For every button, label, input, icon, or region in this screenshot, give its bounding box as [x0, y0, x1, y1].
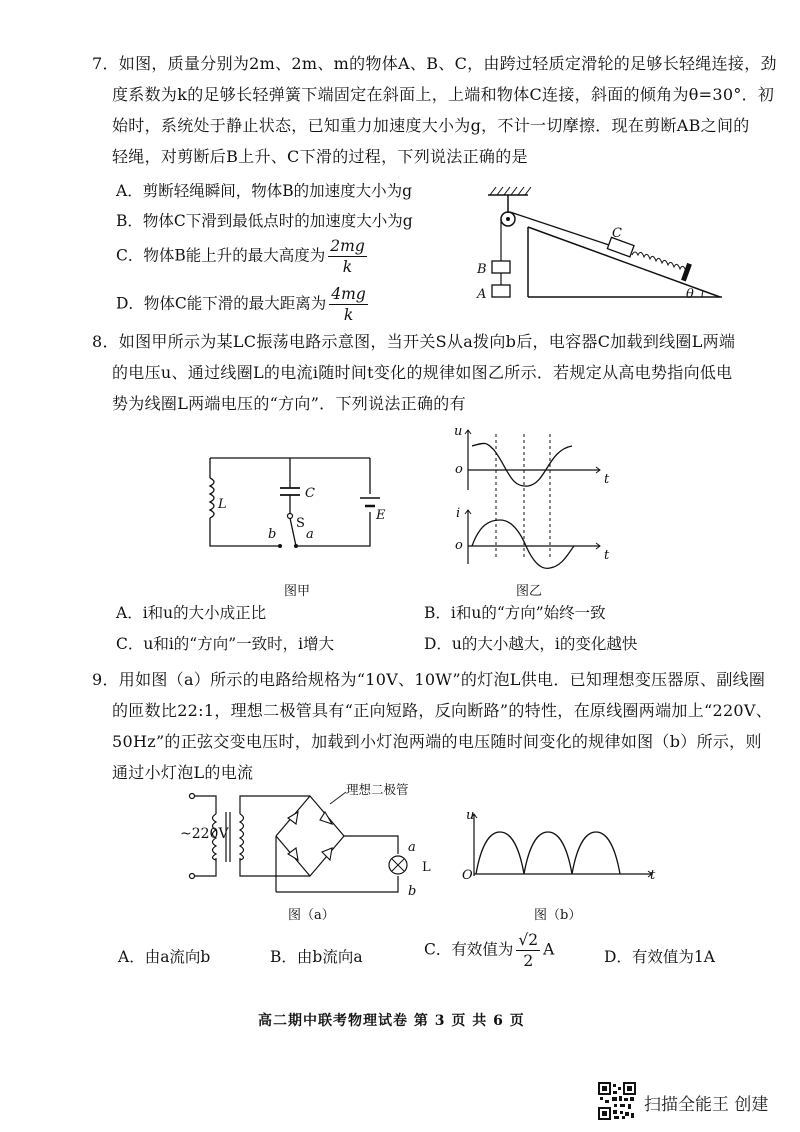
- q7-option-c-fraction: [328, 236, 366, 277]
- q7-label-a: A: [477, 287, 487, 302]
- q8-label-l: L: [218, 497, 227, 512]
- scanner-watermark-text: 扫描全能王 创建: [644, 1095, 769, 1115]
- q8-line-1: 8．如图甲所示为某LC振荡电路示意图，当开关S从a拨向b后，电容器C加载到线圈L两端: [92, 332, 736, 351]
- q9-line-4: 通过小灯泡L的电流: [112, 763, 254, 782]
- q7-label-theta: θ: [686, 287, 694, 302]
- q7-option-d-fraction: [329, 284, 367, 325]
- q7-option-b[interactable]: B．物体C下滑到最低点时的加速度大小为g: [116, 212, 413, 230]
- q8-option-d[interactable]: D．u的大小越大，i的变化越快: [424, 635, 638, 653]
- q7-line-3: 始时，系统处于静止状态，已知重力加速度大小为g，不计一切摩擦．现在剪断AB之间的: [112, 116, 750, 135]
- q9-option-d[interactable]: D．有效值为1A: [604, 948, 715, 966]
- page-footer: 高二期中联考物理试卷 第 3 页 共 6 页: [258, 1013, 525, 1029]
- q8-origin-2: o: [455, 538, 463, 553]
- q9-label-b: b: [408, 884, 417, 899]
- q9-line-3: 50Hz”的正弦交变电压时，加载到小灯泡两端的电压随时间变化的规律如图（b）所示，则: [112, 732, 762, 751]
- q9-axis-u: u: [466, 808, 475, 823]
- q8-label-a: a: [306, 527, 314, 542]
- q9-line-1: 9．用如图（a）所示的电路给规格为“10V、10W”的灯泡L供电．已知理想变压器原、副线圈: [92, 670, 766, 689]
- q7-option-c[interactable]: [116, 236, 370, 277]
- q8-option-c[interactable]: C．u和i的“方向”一致时，i增大: [116, 635, 335, 653]
- q9-option-c-fraction: [516, 930, 540, 971]
- q9-c-denominator: 2: [523, 952, 534, 970]
- q7-option-a[interactable]: A．剪断轻绳瞬间，物体B的加速度大小为g: [116, 182, 413, 200]
- q9-voltage-label: ~220V: [180, 826, 229, 842]
- q8-axis-t-1: t: [604, 472, 610, 487]
- q8-axis-i: i: [456, 506, 461, 521]
- q8-origin-1: o: [455, 462, 463, 477]
- q7-label-b: B: [477, 262, 487, 277]
- q7-d-denominator: k: [343, 306, 354, 324]
- q8-caption-fig-a: 图甲: [284, 584, 311, 599]
- q9-option-c-unit: A: [543, 940, 555, 959]
- q7-line-4: 轻绳，对剪断后B上升、C下滑的过程，下列说法正确的是: [112, 147, 528, 166]
- q8-line-3: 势为线圈L两端电压的“方向”．下列说法正确的有: [112, 394, 466, 413]
- q9-caption-fig-b: 图（b）: [534, 908, 582, 923]
- q7-option-c-text: C．物体B能上升的最大高度为: [116, 246, 326, 265]
- q9-rectifier-circuit: [180, 784, 440, 904]
- q9-label-l: L: [422, 860, 431, 875]
- q7-option-d-text: D．物体C能下滑的最大距离为: [116, 294, 327, 313]
- q9-diode-label: 理想二极管: [346, 782, 409, 797]
- q8-label-c: C: [305, 486, 315, 501]
- q8-caption-fig-b: 图乙: [516, 584, 543, 599]
- q9-option-a[interactable]: A．由a流向b: [118, 948, 211, 966]
- q9-option-c[interactable]: [424, 930, 554, 971]
- q8-option-b[interactable]: B．i和u的“方向”始终一致: [424, 604, 606, 622]
- q8-label-e: E: [376, 508, 386, 523]
- qr-code-icon: [598, 1082, 636, 1120]
- q8-lc-circuit: [200, 450, 390, 560]
- q9-c-numerator: √2: [518, 931, 539, 949]
- q8-label-b: b: [268, 527, 277, 542]
- q8-axis-u: u: [454, 424, 463, 439]
- q8-axis-t-2: t: [604, 548, 610, 563]
- q9-option-b[interactable]: B．由b流向a: [270, 948, 363, 966]
- q8-label-s: S: [296, 516, 305, 531]
- q9-rectified-waveform: [462, 810, 658, 880]
- q8-ui-graphs: [450, 428, 610, 568]
- q7-c-numerator: 2mg: [330, 237, 365, 255]
- q7-d-numerator: 4mg: [331, 285, 366, 303]
- q7-line-2: 度系数为k的足够长轻弹簧下端固定在斜面上，上端和物体C连接，斜面的倾角为θ=30°．初: [112, 85, 775, 104]
- q9-option-c-text: C．有效值为: [424, 940, 514, 959]
- q9-line-2: 的匝数比22:1，理想二极管具有“正向短路，反向断路”的特性，在原线圈两端加上“220V、: [112, 701, 773, 720]
- q9-label-a: a: [408, 840, 416, 855]
- q7-c-denominator: k: [342, 258, 353, 276]
- q7-line-1: 7．如图，质量分别为2m、2m、m的物体A、B、C，由跨过轻质定滑轮的足够长轻绳连接，劲: [92, 54, 777, 73]
- q9-axis-t: t: [650, 868, 656, 883]
- q8-line-2: 的电压u、通过线圈L的电流i随时间t变化的规律如图乙所示．若规定从高电势指向低电: [112, 363, 733, 382]
- q7-label-c: C: [612, 226, 622, 241]
- q7-option-d[interactable]: [116, 284, 371, 325]
- q9-origin: O: [462, 868, 473, 883]
- q9-caption-fig-a: 图（a）: [288, 908, 335, 923]
- q8-option-a[interactable]: A．i和u的大小成正比: [116, 604, 267, 622]
